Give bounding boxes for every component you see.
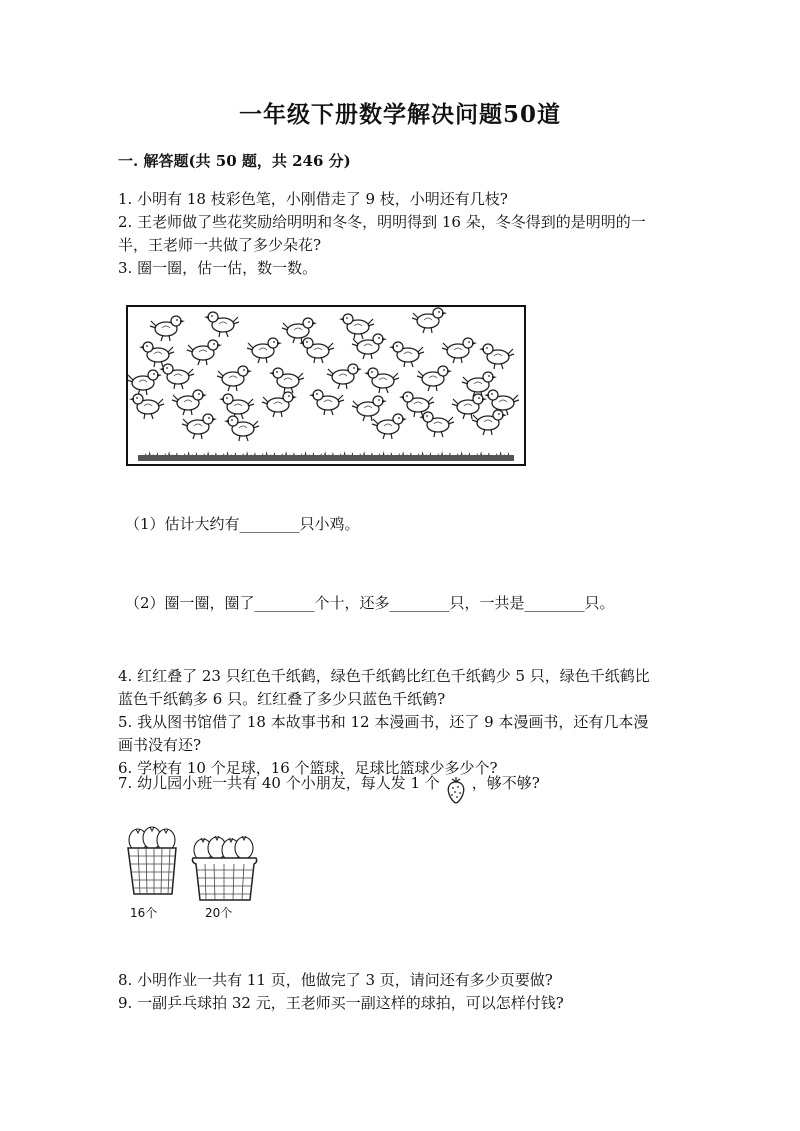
chick-figure — [389, 342, 424, 367]
basket-icon — [190, 830, 260, 902]
chick-figure — [139, 342, 174, 367]
chick-figure — [128, 370, 162, 395]
chick-figure — [352, 334, 387, 359]
page-title: 一年级下册数学解决问题50道 — [238, 101, 561, 128]
chick-illustration — [126, 305, 526, 466]
question-4-line-2: 蓝色千纸鹤多 6 只。红红叠了多少只蓝色千纸鹤? — [118, 690, 446, 708]
chick-figure — [204, 312, 239, 337]
grass-base — [138, 455, 514, 461]
chick-figure — [479, 344, 514, 369]
chick-figure — [352, 396, 387, 421]
question-7-text-2: ，够不够? — [471, 774, 540, 792]
chick-figure — [182, 414, 217, 439]
chick-figure — [172, 390, 207, 415]
question-9: 9. 一副乒乓球拍 32 元，王老师买一副这样的球拍，可以怎样付钱? — [118, 994, 564, 1012]
chick-figure — [224, 416, 259, 441]
question-3: 3. 圈一圈，估一估，数一数。 — [118, 259, 318, 277]
question-3-sub-2: （2）圈一圈，圈了________个十，还多________只，一共是________只。 — [125, 594, 615, 612]
basket-16 — [124, 826, 184, 902]
question-4-line-1: 4. 红红叠了 23 只红色千纸鹤，绿色千纸鹤比红色千纸鹤少 5 只，绿色千纸鹤比 — [118, 667, 650, 685]
chick-figure — [442, 338, 477, 363]
chick-figure — [159, 364, 194, 389]
chick-figure — [327, 364, 362, 389]
basket-20 — [190, 830, 260, 906]
question-7-text-1: 7. 幼儿园小班一共有 40 个小朋友，每人发 1 个 — [118, 774, 440, 792]
question-5-line-1: 5. 我从图书馆借了 18 本故事书和 12 本漫画书，还了 9 本漫画书，还有几本漫 — [118, 713, 649, 731]
chick-figure — [419, 412, 454, 437]
chick-figure — [187, 340, 222, 365]
chick-drawing — [128, 307, 524, 464]
chick-figure — [364, 368, 399, 393]
chick-figure — [472, 410, 507, 435]
chick-figure — [269, 368, 304, 393]
chick-figure — [339, 314, 374, 339]
question-2-line-1: 2. 王老师做了些花奖励给明明和冬冬，明明得到 16 朵，冬冬得到的是明明的一 — [118, 213, 646, 231]
question-1: 1. 小明有 18 枝彩色笔，小刚借走了 9 枝，小明还有几枝? — [118, 190, 508, 208]
chick-figure — [219, 394, 254, 419]
question-6: 6. 学校有 10 个足球，16 个篮球，足球比篮球少多少个? — [118, 759, 498, 777]
question-8: 8. 小明作业一共有 11 页，他做完了 3 页，请问还有多少页要做? — [118, 971, 553, 989]
chick-figure — [309, 390, 344, 415]
chick-figure — [452, 394, 487, 419]
chick-figure — [299, 338, 334, 363]
question-2-line-2: 半，王老师一共做了多少朵花? — [118, 236, 322, 254]
basket-label-16: 16个 — [130, 906, 158, 920]
section-heading: 一. 解答题(共 50 题，共 246 分) — [118, 152, 351, 170]
chick-figure — [150, 316, 185, 341]
chick-figure — [412, 308, 447, 333]
question-3-sub-1: （1）估计大约有________只小鸡。 — [125, 515, 360, 533]
chick-figure — [247, 338, 282, 363]
basket-icon — [124, 826, 184, 898]
question-5-line-2: 画书没有还? — [118, 736, 202, 754]
chick-figure — [372, 414, 407, 439]
chick-figure — [217, 366, 252, 391]
basket-label-20: 20个 — [205, 906, 233, 920]
chick-figure — [262, 392, 297, 417]
chick-figure — [417, 366, 452, 391]
chick-figure — [129, 394, 164, 419]
question-7 — [118, 772, 540, 804]
strawberry-icon — [444, 774, 468, 804]
